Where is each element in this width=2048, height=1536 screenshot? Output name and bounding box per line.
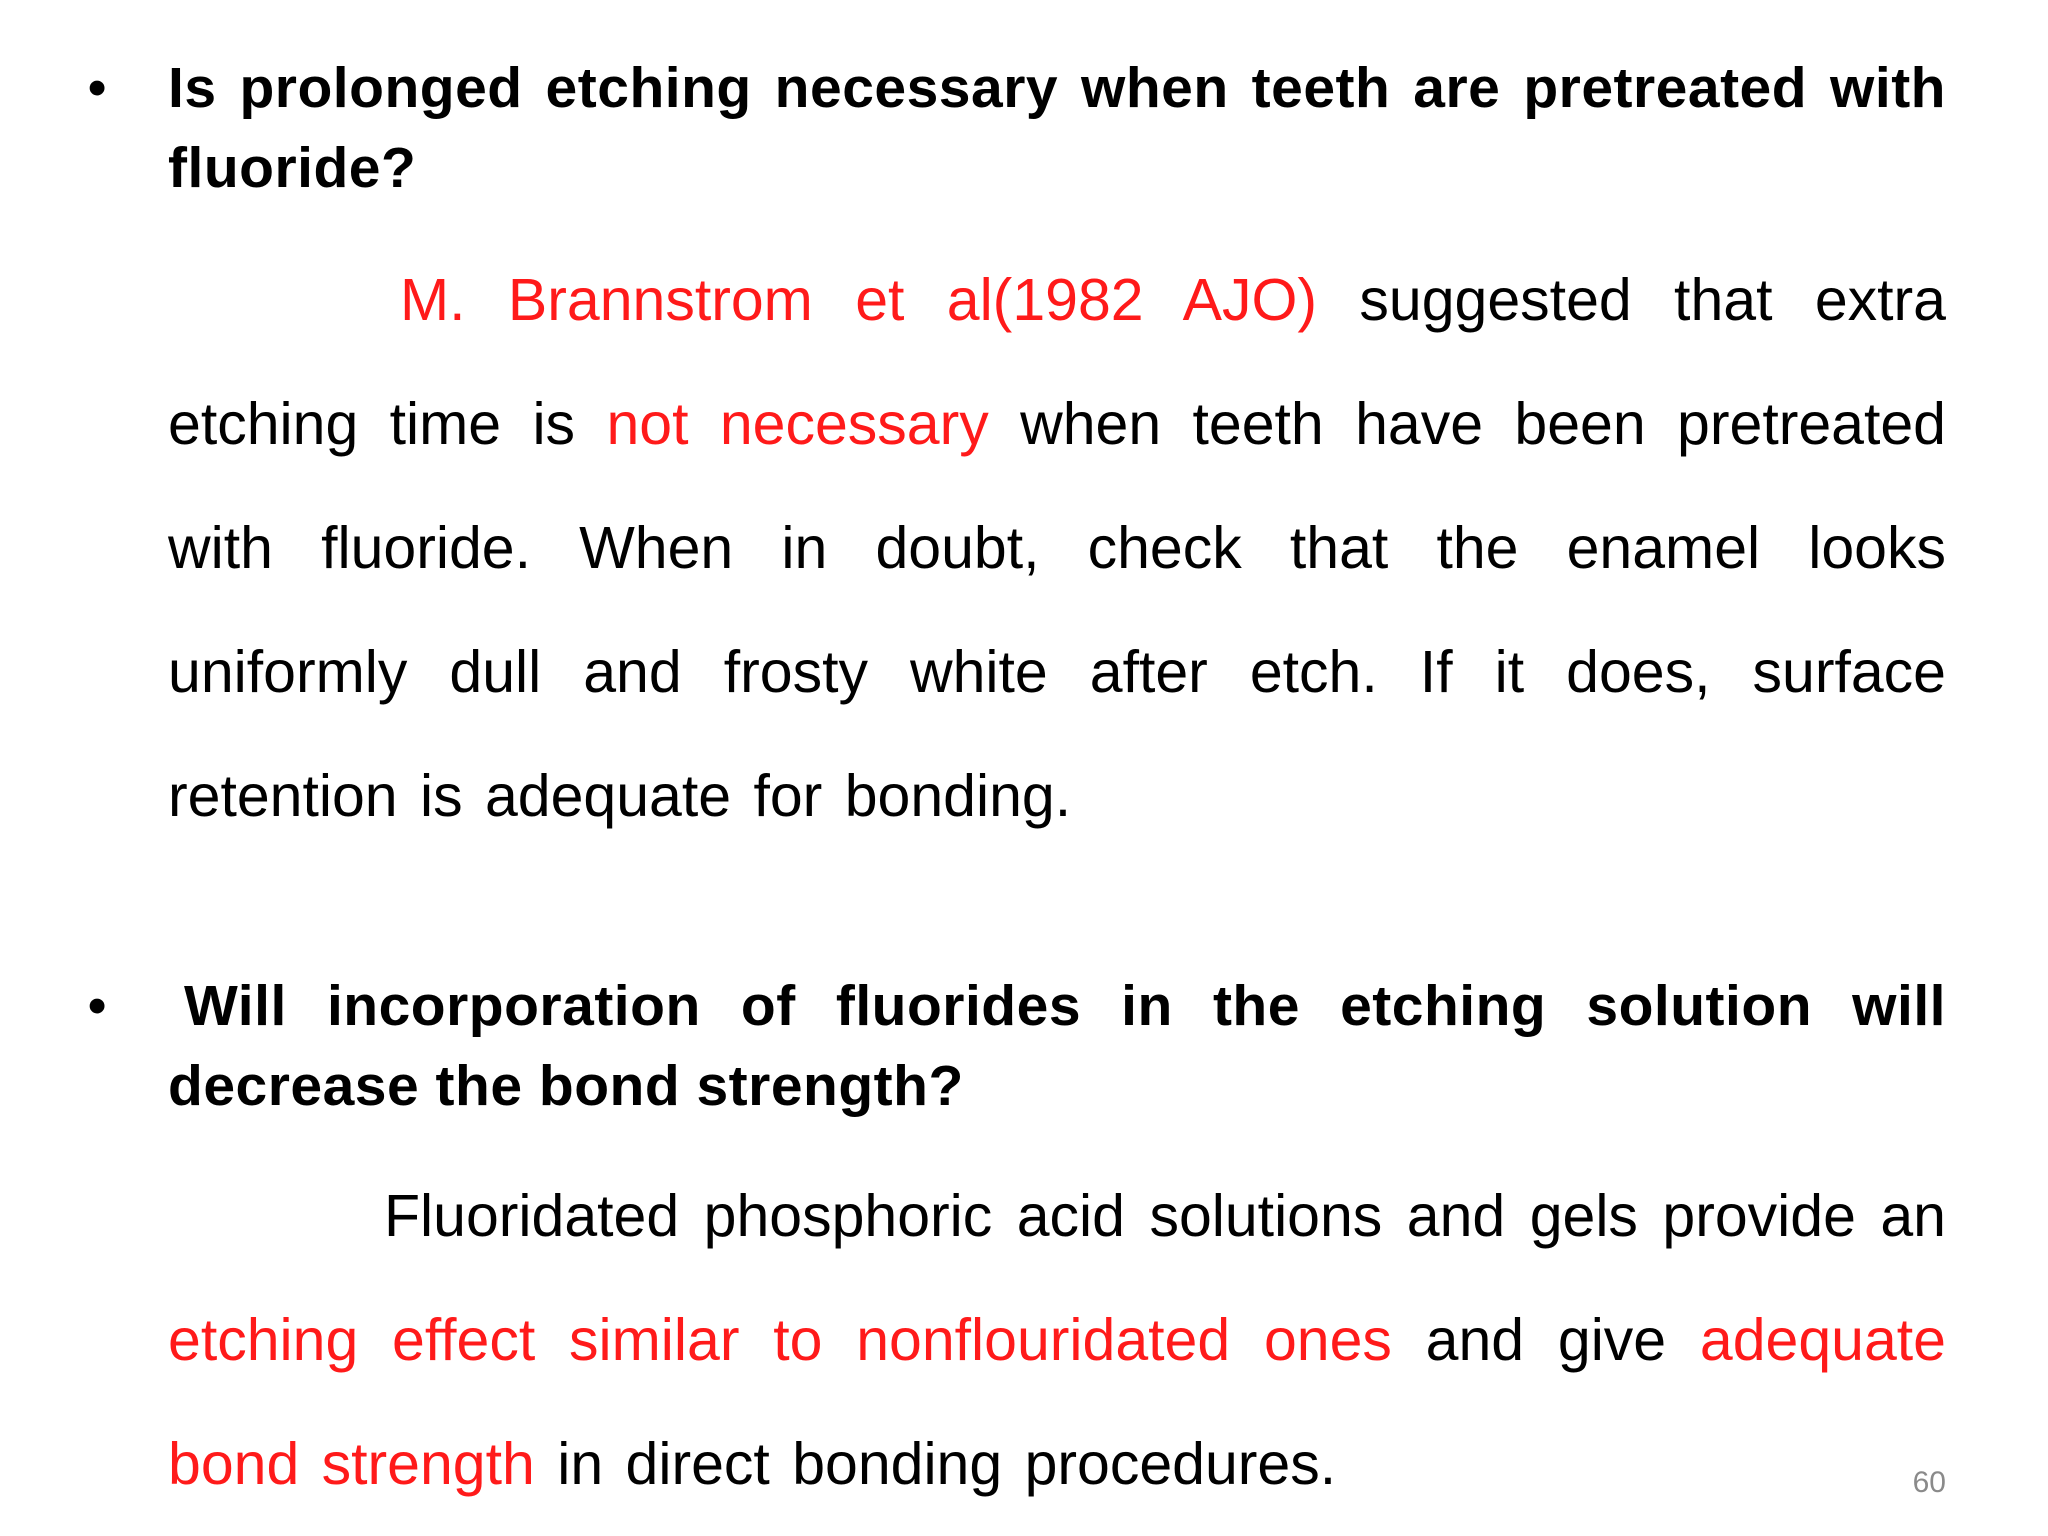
answer-1 <box>168 238 1946 858</box>
question-2-text: Will incorporation of fluorides in the etching solution will decrease the bond strength? <box>168 974 1946 1118</box>
question-1: Is prolonged etching necessary when teeth are pretreated with fluoride? <box>168 56 1946 200</box>
bullet-2: • <box>88 977 107 1035</box>
answer-2 <box>168 1154 1946 1526</box>
emphasis-etching-effect: etching effect similar to nonflouridated ones <box>168 1307 1392 1373</box>
answer-1-text-a: suggested that extra etching time is <box>168 267 1946 457</box>
question-2 <box>168 966 1946 1126</box>
answer-2-text-b: and give <box>1391 1307 1700 1373</box>
bullet-1: • <box>88 59 107 117</box>
answer-2-text-a: Fluoridated phosphoric acid solutions and gels provide an <box>384 1183 1946 1249</box>
emphasis-not-necessary: not necessary <box>606 391 989 457</box>
answer-2-text-c: in direct bonding procedures. <box>534 1431 1337 1497</box>
citation: M. Brannstrom et al(1982 AJO) <box>400 267 1318 333</box>
emphasis-bond-strength: adequate bond strength <box>168 1307 1946 1497</box>
answer-1-text-b: when teeth have been pretreated with fluoride. When in doubt, check that the enamel looks uniformly dull and frosty white after etch. If it does, surface retention is adequate for bonding. <box>168 391 1946 829</box>
page-number: 60 <box>1912 1466 1946 1499</box>
